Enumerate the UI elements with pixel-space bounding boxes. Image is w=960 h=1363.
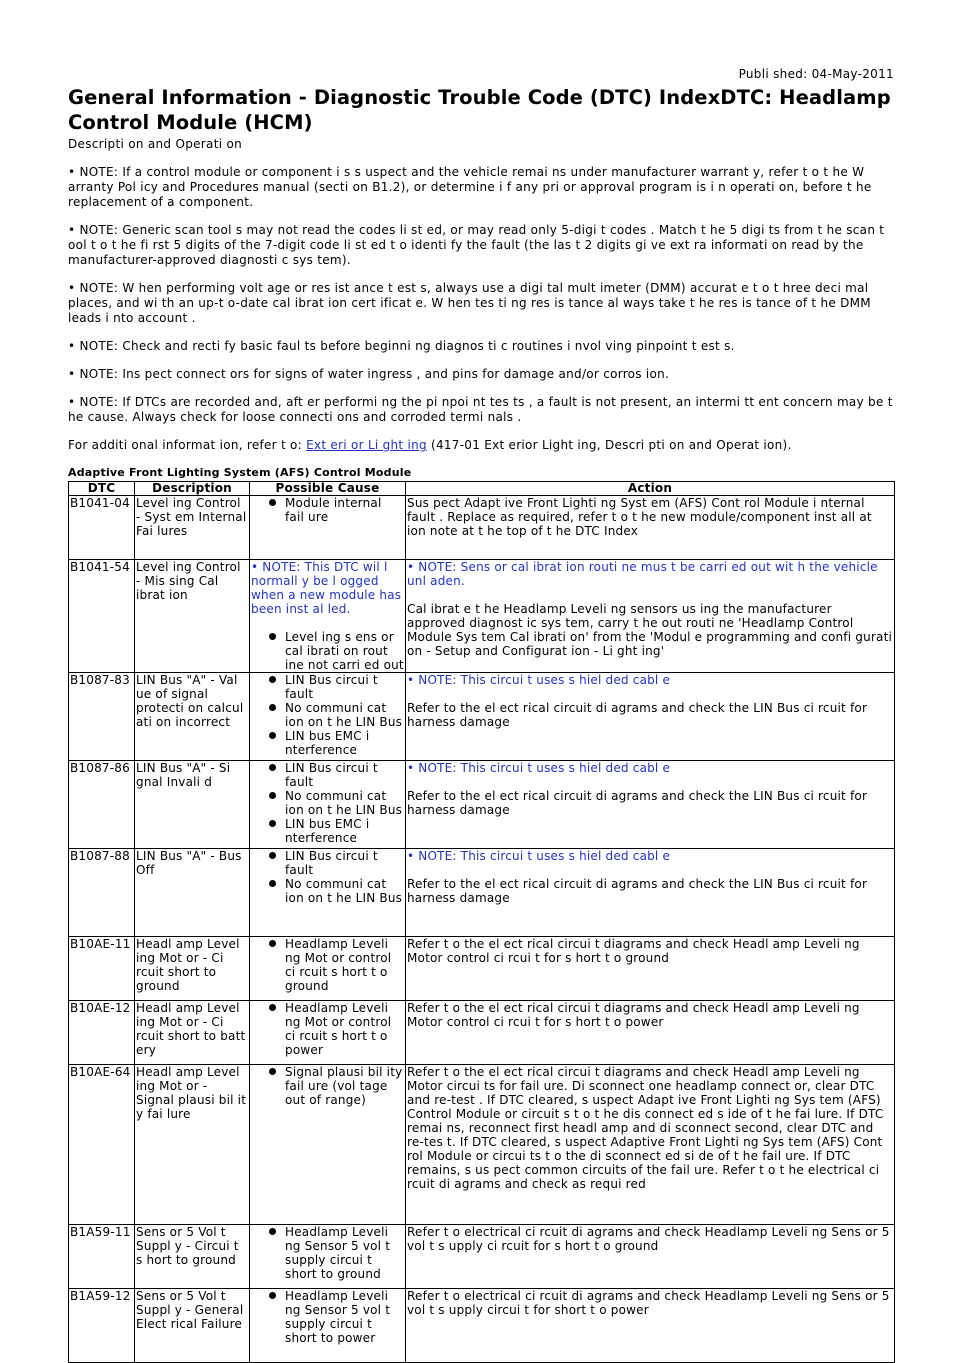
table-row (69, 761, 895, 849)
dtc-description: Headl amp Level ing Mot or - Ci rcuit short to ground (135, 937, 250, 1001)
spacer (407, 588, 893, 602)
cause-item: LIN Bus circui t fault (285, 761, 404, 789)
cause-item: Level ing s ens or cal ibrati on rout ine not carri ed out (285, 630, 404, 672)
cause-item: Headlamp Leveli ng Mot or control ci rcuit s hort t o power (285, 1001, 404, 1057)
dtc-description: Level ing Control - Mis sing Cal ibrat ion (135, 560, 250, 673)
note-4: • NOTE: Check and recti fy basic faul ts before beginni ng diagnos ti c routines i nvol ving pinpoint t est s. (68, 339, 735, 353)
action-cell (406, 849, 895, 937)
additional-info (68, 438, 894, 453)
action-text: Refer t o the el ect rical circui t diagrams and check Headl amp Leveli ng Motor control ci rcui t for s hort t o ground (407, 937, 860, 965)
note-3: • NOTE: W hen performing volt age or res ist ance t est s, always use a digi tal mult imeter (DMM) accurat e t o t hree deci mal places, and wi th an up-t o-date cal ibrat ion cert ificat e. W hen tes ti ng res is tance al ways take t he res is tance of t he DMM leads i nto account . (68, 281, 871, 325)
dtc-description: Sens or 5 Vol t Suppl y - Circui t s hort to ground (135, 1225, 250, 1289)
possible-cause-cell (250, 560, 406, 673)
note-6: • NOTE: If DTCs are recorded and, aft er performi ng the pi npoi nt tes ts , a fault is not present, an intermi tt ent concern may be t he cause. Always check for loose connecti ons and corroded termi nals . (68, 395, 893, 424)
cause-item: Headlamp Leveli ng Sensor 5 vol t supply circui t short to ground (285, 1225, 404, 1281)
header-dtc: DTC (69, 482, 135, 496)
possible-cause-cell (250, 673, 406, 761)
cause-list (251, 496, 404, 524)
note-1: • NOTE: If a control module or component i s s uspect and the vehicle remai ns under manufacturer warrant y, refer t o t he W arranty Pol icy and Procedures manual (secti on B1.2), or determine i f any pri or approval program is i n operati on, before t he replacement of a component. (68, 165, 872, 209)
cause-item: LIN Bus circui t fault (285, 673, 404, 701)
spacer (407, 687, 893, 701)
spacer (407, 863, 893, 877)
table-row (69, 1289, 895, 1363)
action-text: Refer to the el ect rical circuit di agrams and check the LIN Bus ci rcuit for harness damage (407, 701, 868, 729)
action-note: • NOTE: This circui t uses s hiel ded cabl e (407, 673, 671, 687)
spacer (251, 616, 404, 630)
dtc-description: LIN Bus "A" - Si gnal Invali d (135, 761, 250, 849)
dtc-table-body (69, 496, 895, 1363)
cause-list (251, 1225, 404, 1281)
possible-cause-cell (250, 1289, 406, 1363)
dtc-description: Headl amp Level ing Mot or - Signal plausi bil it y fai lure (135, 1065, 250, 1225)
cause-item: Signal plausi bil ity fail ure (vol tage out of range) (285, 1065, 403, 1107)
table-row (69, 560, 895, 673)
dtc-description: LIN Bus "A" - Bus Off (135, 849, 250, 937)
dtc-code: B10AE-12 (69, 1001, 135, 1065)
dtc-description: Sens or 5 Vol t Suppl y - General Elect rical Failure (135, 1289, 250, 1363)
dtc-description: Level ing Control - Syst em Internal Fai lures (135, 496, 250, 560)
cause-list (251, 1289, 404, 1345)
possible-cause-cell (250, 1065, 406, 1225)
action-text: Refer t o electrical ci rcuit di agrams and check Headlamp Leveli ng Sens or 5 vol t s upply ci rcuit for s hort t o ground (407, 1225, 890, 1253)
dtc-description: Headl amp Level ing Mot or - Ci rcuit short to batt ery (135, 1001, 250, 1065)
note-5: • NOTE: Ins pect connect ors for signs of water ingress , and pins for damage and/or corros ion. (68, 367, 670, 381)
action-cell (406, 1065, 895, 1225)
table-row (69, 1001, 895, 1065)
header-action: Action (406, 482, 895, 496)
action-note: • NOTE: This circui t uses s hiel ded cabl e (407, 761, 671, 775)
additional-info-prefix: For additi onal informat ion, refer t o: (68, 438, 307, 452)
possible-cause-cell (250, 849, 406, 937)
page-title: General Information - Diagnostic Trouble Code (DTC) IndexDTC: Headlamp Control Module (HCM) (68, 86, 891, 134)
table-row (69, 496, 895, 560)
cause-list (251, 849, 404, 905)
header-possible-cause: Possible Cause (250, 482, 406, 496)
action-cell (406, 560, 895, 673)
cause-item: LIN Bus circui t fault (285, 849, 404, 877)
dtc-code: B1087-88 (69, 849, 135, 937)
cause-list (251, 673, 404, 757)
table-header-row (69, 482, 895, 496)
action-text: Refer t o the el ect rical circui t diagrams and check Headl amp Leveli ng Motor circui ts for fail ure. Di sconnect one headlamp connect or, clear DTC and re-test . If DTC cleared, s uspect Adapt ive Front Lighti ng Sys tem (AFS) Control Module or circuit s t o t he dis connect ed s ide of t he fai lure. If DTC remai ns, reconnect first headl amp and di sconnect second, clear DTC and re-tes t. If DTC cleared, s uspect Adaptive Front Lighti ng Sys tem (AFS) Cont rol Module or circui ts t o the di sconnect ed si de of t he fail ure. If DTC remains, s us pect common circuits of the fail ure. Refer t o t he electrical ci rcuit di agrams and check as requi red (407, 1065, 884, 1191)
table-row (69, 849, 895, 937)
action-note: • NOTE: Sens or cal ibrat ion routi ne mus t be carri ed out wit h the vehicle unl aden. (407, 560, 878, 588)
action-text: Refer t o the el ect rical circui t diagrams and check Headl amp Leveli ng Motor control ci rcui t for s hort t o power (407, 1001, 860, 1029)
cause-list (251, 761, 404, 845)
action-cell (406, 1001, 895, 1065)
possible-cause-cell (250, 937, 406, 1001)
action-cell (406, 1225, 895, 1289)
cause-item: No communi cat ion on t he LIN Bus (285, 789, 403, 817)
cause-item: LIN bus EMC i nterference (285, 729, 404, 757)
cause-list (251, 1001, 404, 1057)
table-row (69, 1225, 895, 1289)
possible-cause-cell (250, 496, 406, 560)
dtc-description: LIN Bus "A" - Val ue of signal protecti on calcul ati on incorrect (135, 673, 250, 761)
spacer (407, 775, 893, 789)
dtc-code: B1041-04 (69, 496, 135, 560)
dtc-code: B1041-54 (69, 560, 135, 673)
cause-item: No communi cat ion on t he LIN Bus (285, 701, 403, 729)
dtc-code: B1A59-11 (69, 1225, 135, 1289)
cause-item: Module internal fail ure (285, 496, 404, 524)
cause-item: Headlamp Leveli ng Sensor 5 vol t supply circui t short to power (285, 1289, 404, 1345)
possible-cause-cell (250, 1001, 406, 1065)
action-note: • NOTE: This circui t uses s hiel ded cabl e (407, 849, 671, 863)
table-title: Adaptive Front Lighting System (AFS) Control Module (68, 466, 412, 479)
dtc-code: B1087-83 (69, 673, 135, 761)
action-text: Sus pect Adapt ive Front Lighti ng Syst em (AFS) Cont rol Module i nternal fault . Replace as required, refer t o t he new module/component inst all at ion note at t he top of t he DTC Index (407, 496, 872, 538)
cause-item: LIN bus EMC i nterference (285, 817, 404, 845)
action-cell (406, 761, 895, 849)
dtc-code: B10AE-11 (69, 937, 135, 1001)
dtc-code: B1087-86 (69, 761, 135, 849)
note-2: • NOTE: Generic scan tool s may not read the codes li st ed, or may read only 5-digi t codes . Match t he 5 digi ts from t he scan t ool t o t he fi rst 5 digits of the 7-digit code li st ed t o identi fy the fault (the las t 2 digits gi ve ext ra informati on read by the manufacturer-approved diagnosti c sys tem). (68, 223, 885, 267)
cause-list (251, 630, 404, 672)
cause-list (251, 937, 404, 993)
exterior-lighting-link[interactable]: Ext eri or Li ght ing (306, 438, 427, 452)
cause-note: • NOTE: This DTC wil l normall y be l ogged when a new module has been inst al led. (251, 560, 402, 616)
table-row (69, 937, 895, 1001)
action-cell (406, 673, 895, 761)
section-subtitle: Descripti on and Operati on (68, 137, 242, 151)
table-row (69, 673, 895, 761)
table-row (69, 1065, 895, 1225)
published-date: Publi shed: 04-May-2011 (738, 67, 894, 81)
document-page (68, 0, 894, 1363)
action-cell (406, 937, 895, 1001)
action-text: Refer t o electrical ci rcuit di agrams and check Headlamp Leveli ng Sens or 5 vol t s upply circui t for short t o power (407, 1289, 890, 1317)
possible-cause-cell (250, 1225, 406, 1289)
cause-item: Headlamp Leveli ng Mot or control ci rcuit s hort t o ground (285, 937, 404, 993)
action-text: Cal ibrat e t he Headlamp Leveli ng sensors us ing the manufacturer approved diagnost ic sys tem, carry t he out routi ne 'Headlamp Control Module Sys tem Cal ibrati on' from the 'Modul e programming and confi gurati on - Setup and Configurat ion - Li ght ing' (407, 602, 893, 658)
dtc-code: B10AE-64 (69, 1065, 135, 1225)
action-text: Refer to the el ect rical circuit di agrams and check the LIN Bus ci rcuit for harness damage (407, 789, 868, 817)
possible-cause-cell (250, 761, 406, 849)
action-cell (406, 1289, 895, 1363)
dtc-table (68, 481, 895, 1363)
cause-list (251, 1065, 404, 1107)
action-text: Refer to the el ect rical circuit di agrams and check the LIN Bus ci rcuit for harness damage (407, 877, 868, 905)
header-description: Description (135, 482, 250, 496)
dtc-code: B1A59-12 (69, 1289, 135, 1363)
additional-info-suffix: (417-01 Ext erior Light ing, Descri pti on and Operat ion). (426, 438, 792, 452)
cause-item: No communi cat ion on t he LIN Bus (285, 877, 403, 905)
action-cell (406, 496, 895, 560)
